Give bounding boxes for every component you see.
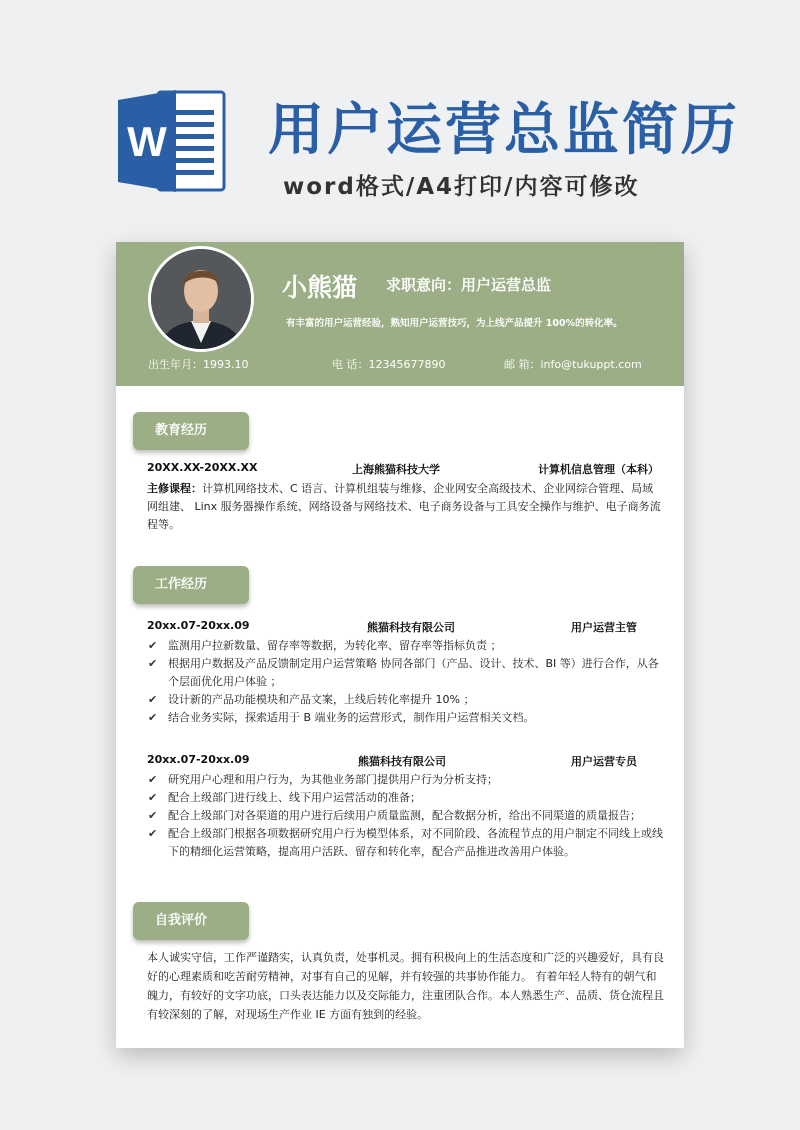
courses-label: 主修课程： <box>147 482 202 495</box>
candidate-name: 小熊猫 <box>282 273 358 302</box>
job-period: 20xx.07-20xx.09 <box>147 619 250 632</box>
list-item: ✔ 配合上级部门进行线上、线下用户运营活动的准备； <box>144 789 664 807</box>
banner-title: 用户运营总监简历 <box>268 98 740 163</box>
list-item: ✔ 设计新的产品功能模块和产品文案，上线后转化率提升 10% ； <box>144 691 664 709</box>
profile-summary: 有丰富的用户运营经验，熟知用户运营技巧，为上线产品提升 100%的转化率。 <box>286 318 623 329</box>
check-icon: ✔ <box>148 711 158 724</box>
word-document-icon <box>118 86 228 196</box>
self-evaluation-text: 本人诚实守信，工作严谨踏实，认真负责，处事机灵。拥有积极向上的生活态度和广泛的兴趣爱好，具有良好的心理素质和吃苦耐劳精神，对事有自己的见解，并有较强的共事协作能力。 有着年轻人特有的朝气和魄力，有较好的文字功底，口头表达能力以及交际能力，注重团队合作。本人熟悉生产、品质、货仓流程且有较深刻的了解，对现场生产作业 IE 方面有独到的经验。 <box>147 951 664 1021</box>
check-icon: ✔ <box>148 773 158 786</box>
check-icon: ✔ <box>148 827 158 840</box>
list-item: ✔ 结合业务实际，探索适用于 B 端业务的运营形式，制作用户运营相关文档。 <box>144 709 664 727</box>
email-address: 邮 箱：info@tukuppt.com <box>504 358 642 371</box>
job-period: 20xx.07-20xx.09 <box>147 753 250 766</box>
resume-page <box>116 242 684 1048</box>
job-title: 用户运营专员 <box>571 755 637 768</box>
job-company: 熊猫科技有限公司 <box>367 621 455 634</box>
job-duties-list <box>144 637 664 727</box>
svg-text:W: W <box>127 118 167 165</box>
education-major: 计算机信息管理（本科） <box>538 463 659 476</box>
section-heading-work: 工作经历 <box>133 566 249 604</box>
check-icon: ✔ <box>148 791 158 804</box>
job-duties-list <box>144 771 664 861</box>
birth-date: 出生年月：1993.10 <box>148 358 249 371</box>
education-period: 20XX.XX-20XX.XX <box>147 461 258 474</box>
list-item: ✔ 根据用户数据及产品反馈制定用户运营策略 协同各部门（产品、设计、技术、BI 等）进行合作，从各个层面优化用户体验 ； <box>148 657 659 688</box>
section-heading-education: 教育经历 <box>133 412 249 450</box>
banner-subtitle: word格式/A4打印/内容可修改 <box>283 174 640 200</box>
courses-text: 计算机网络技术、C 语言、计算机组装与维修、企业网安全高级技术、企业网综合管理、局域网组建、 Linx 服务器操作系统、网络设备与网络技术、电子商务设备与工具安全操作与维护、电子商务流程等。 <box>147 482 661 531</box>
avatar <box>148 246 254 352</box>
promo-banner <box>0 0 800 230</box>
check-icon: ✔ <box>148 693 158 706</box>
job-intent: 求职意向：用户运营总监 <box>386 276 552 294</box>
check-icon: ✔ <box>148 657 158 670</box>
list-item: ✔ 配合上级部门对各渠道的用户进行后续用户质量监测，配合数据分析，给出不同渠道的质量报告； <box>144 807 664 825</box>
check-icon: ✔ <box>148 809 158 822</box>
phone-number: 电 话：12345677890 <box>332 358 446 371</box>
list-item: ✔ 研究用户心理和用户行为，为其他业务部门提供用户行为分析支持； <box>144 771 664 789</box>
list-item: ✔ 配合上级部门根据各项数据研究用户行为模型体系，对不同阶段、各流程节点的用户制定不同线上或线下的精细化运营策略，提高用户活跃、留存和转化率，配合产品推进改善用户体验。 <box>148 827 663 858</box>
portrait-photo <box>151 249 251 349</box>
job-title: 用户运营主管 <box>571 621 637 634</box>
list-item: ✔ 监测用户拉新数量、留存率等数据，为转化率、留存率等指标负责 ； <box>144 637 664 655</box>
resume-header <box>116 242 684 386</box>
job-company: 熊猫科技有限公司 <box>358 755 446 768</box>
education-courses <box>147 480 663 534</box>
section-heading-evaluation: 自我评价 <box>133 902 249 940</box>
check-icon: ✔ <box>148 639 158 652</box>
education-school: 上海熊猫科技大学 <box>352 463 440 476</box>
